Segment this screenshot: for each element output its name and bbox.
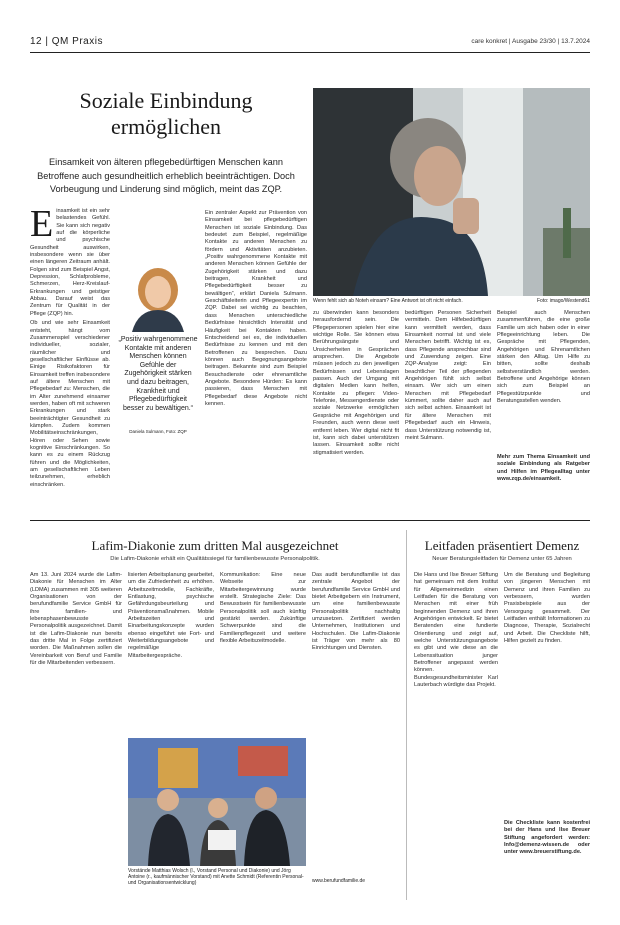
header-rule	[30, 52, 590, 53]
article-title: Soziale Einbindung ermöglichen	[79, 88, 253, 139]
article-column-4: bedürftigen Personen Sicherheit vermitteln. Dem Hilfebedürftigen kann vermittelt werden, dass Einsamkeit normal ist und viele Menschen betrifft. Wichtig ist es, dass Pflegende ansprechbar sind und Zuwendung zeigen. Eine ZQP-Analyse zeigt: Ein beachtlicher Teil der pflegenden Angehörigen fühlt sich selbst einsam. Wer sich um einen Menschen mit Pflegebedarf kümmert, sollte daher auch auf sich selbst achten. Einsamkeit ist für ältere Menschen mit Pflegebedarf auch ein Hinweis, dass Unterstützung notwendig ist, meint Sulmann.	[405, 310, 491, 441]
demenz-column-1: Die Hans und Ilse Breuer Stiftung hat gemeinsam mit dem Institut für Allgemeinmedizin einen Leitfaden für die Beratung von Menschen mit einer früh beginnenden Demenz und ihren Angehörigen entwickelt. Er bietet Beratenden eine fundierte Orientierung und zeigt auf, welche Unterstützungsangebote es gibt und wie diese an die Lebenssituation junger Betroffener angepasst werden können. Bundesgesundheitsminister Karl Lauterbach würdigte das Projekt.	[414, 572, 498, 689]
column-1-paragraph: insamkeit ist ein sehr belastendes Gefühl. Sie kann sich negativ auf die körperliche und psychische Gesundheit auswirken, insbesondere wenn sie über einen längeren Zeitraum anhält. Folgen sind zum Beispiel Angst, Depression, Schlafprobleme, Schmerzen, Herz-Kreislauf-Erkrankungen und geistiger Abbau. Darauf weist das Zentrum für Qualität in der Pflege (ZQP) hin.	[30, 208, 110, 317]
article-column-1	[30, 208, 110, 508]
lafim-title: Lafim-Diakonie zum dritten Mal ausgezeichnet	[91, 538, 339, 553]
drop-cap: E	[30, 208, 54, 245]
lafim-column-1: Am 13. Juni 2024 wurde die Lafim-Diakonie für Menschen im Alter (LDMA) zusammen mit 305 weiteren Organisationen von der berufundfamilie Service GmbH für ihre familien- und lebensphasenbewusste Personalpolitik ausgezeichnet. Damit ist die Lafim-Diakonie nun bereits das dritte Mal in Folge zertifiziert worden. Die Maßnahmen sollen die Vereinbarkeit von Beruf und Familie für die Mitarbeitenden verbessern.	[30, 572, 122, 667]
lafim-column-4: Das audit berufundfamilie ist das zentrale Angebot der berufundfamilie Service GmbH und bietet Arbeitgebern ein Instrument, um eine familienbewusste Personalpolitik nachhaltig umzusetzen. Zertifiziert werden Unternehmen, Institutionen und Hochschulen. Die Lafim-Diakonie ist Träger von mehr als 80 Einrichtungen und Diensten.	[312, 572, 400, 652]
column-5-note: Mehr zum Thema Einsamkeit und soziale Einbindung als Ratgeber und Hilfen im Pflegealltag unter www.zqp.de/einsamkeit.	[497, 454, 590, 483]
photo-caption: Wenn fehlt sich ab Noteh einsam? Eine Antwort ist oft nicht einfach.	[313, 298, 463, 304]
article-column-3: zu überwinden kann besonders herausfordernd sein. Die Pflegepersonen spielen hier eine wichtige Rolle. Sie können etwa Berührungsängste und Unsicherheiten in Gesprächen ansprechen. Die Angebote müssen jedoch zu den jeweiligen Bedürfnissen und Lebenslagen passen. Auch der Umgang mit digitalen Medien kann helfen, Kontakte zu pflegen: Video-Telefonie, Messengerdienste oder soziale Netzwerke ermöglichen Gespräche mit Angehörigen und Freunden, auch wenn diese weit entfernt leben. Wer digital nicht fit ist, kann sich dabei unterstützen lassen. Einsamkeit sollte nicht stigmatisiert werden.	[313, 310, 399, 456]
lafim-photo	[128, 738, 306, 866]
issue-info: care konkret | Ausgabe 23/30 | 13.7.2024	[471, 38, 590, 45]
lafim-link[interactable]: www.berufundfamilie.de	[312, 878, 366, 884]
column-5-text: Beispiel auch Menschen zusammenführen, die eine große Familie um sich haben oder in einer Pflegeeinrichtung leben. Die Gespräche mit Pflegenden, Angehörigen und Ehrenamtlichen stärken den Alltag. Um Hilfe zu bitten, sollte deshalb selbstverständlich werden. Betroffene und Angehörige können sich zum Beispiel an Pflegestützpunkte und Beratungsstellen wenden.	[497, 310, 590, 405]
article-column-5	[497, 310, 590, 508]
section-divider	[406, 530, 407, 900]
demenz-title: Leitfaden präsentiert Demenz	[424, 538, 580, 553]
section-rule	[30, 520, 590, 521]
lafim-photo-caption: Vorstände Matthias Wolsch (l., Vorstand Personal und Diakonie) und Jörg Antoine (r., kaufmännischer Vorstand) mit Anette Schmidt (Referentin Personal- und Organisationsentwicklung)	[128, 868, 304, 886]
lafim-subtitle: Die Lafim-Diakonie erhält ein Qualitätssiegel für familienbewusste Personalpolitik.	[110, 556, 320, 562]
article-column-2: Ein zentraler Aspekt zur Prävention von Einsamkeit bei pflegebedürftigen Menschen ist soziale Einbindung. Das bedeutet zum Beispiel, regelmäßige Kontakte zu anderen Menschen zu fördern und Aktivitäten anzubieten. „Positiv wahrgenommene Kontakte mit anderen Menschen können Gefühle der Zugehörigkeit stärken und dazu beitragen, Krankheit und Pflegebedürftigkeit besser zu bewältigen“, erklärt Daniela Sulmann. Geschäftsleiterin und Pflegeexpertin im ZQP. Dabei sei wichtig zu beachten, dass Menschen unterschiedliche Bedürfnisse hinsichtlich Intensität und Häufigkeit bei Kontakten haben. Entscheidend sei es, die individuellen Bedürfnisse zu kennen und mit den Betroffenen zu besprechen. Dazu können auch Begegnungsangebote beitragen. Bekannte sind zum Beispiel Besuchsdienste oder ehrenamtliche Angebote. Besondere Hürden: Es kann passieren, dass Menschen mit Pflegebedarf diese Angebote nicht kennen.	[205, 210, 307, 407]
lafim-column-3: Kommunikation: Eine neue Webseite zur Mitarbeitergewinnung wurde erstellt. Strategische Ziele: Das Bewusstsein für familienbewusste Personalpolitik soll auch künftig gestärkt werden. Zukünftige Schwerpunkte sind die Familienpflegezeit und weitere flexible Arbeitszeitmodelle.	[220, 572, 306, 645]
article-lead: Einsamkeit von älteren pflegebedürftigen Menschen kann Betroffene auch gesundheitlich erheblich beeinträchtigen. Doch Vorbeugung und Linderung sind möglich, meint das ZQP.	[37, 157, 295, 194]
article-photo	[313, 88, 590, 296]
page-label: 12 | QM Praxis	[30, 36, 103, 47]
column-1-paragraph-2: Ob und wie sehr Einsamkeit entsteht, hängt vom Zusammenspiel verschiedener individueller, sozialer, räumlicher und gesellschaftlicher Einflüsse ab. Einige Risikofaktoren für Einsamkeit treffen insbesondere auf ältere Menschen mit Pflegebedarf zu: Menschen, die im Alter zunehmend einsamer werden, haben oft mit schweren Erkrankungen und stark beeinträchtigter Gesundheit zu kämpfen. Zudem kommen Mobilitätseinschränkungen, Hören oder Sehen sowie kognitive Einschränkungen. So kann es zu einem Rückzug führen und die Möglichkeiten, am gesellschaftlichen Leben teilzunehmen, erheblich einschränken.	[30, 320, 110, 488]
portrait-photo	[118, 262, 198, 332]
pull-quote: „Positiv wahrgenommene Kontakte mit anderen Menschen können Gefühle der Zugehörigkeit stärken und dazu beitragen, Krankheit und Pflegebedürftigkeit besser zu bewältigen.“	[118, 336, 198, 412]
lafim-column-2: lisierten Arbeitsplanung gearbeitet, um die Zufriedenheit zu erhöhen. Arbeitszeitmodelle, Fachkräfte, Entlastung, psychische Gefährdungsbeurteilung und Präventionsmaßnahmen. Mobile Arbeitszeiten und Einarbeitungskonzepte wurden ebenso eingeführt wie Fort- und Weiterbildungsangebote und regelmäßige Mitarbeitergespräche.	[128, 572, 214, 659]
photo-credit: Foto: imago/Westend61	[537, 298, 590, 304]
demenz-column-2: Um die Beratung und Begleitung von jüngeren Menschen mit Demenz und ihren Familien zu verbessern, wurden Praxisbeispiele aus der Versorgung gesammelt. Der Leitfaden enthält Informationen zu Diagnose, Therapie, Sozialrecht und Arbeit. Die Checkliste hilft, Hilfen gezielt zu finden.	[504, 572, 590, 645]
demenz-note: Die Checkliste kann kostenfrei bei der Hans und Ilse Breuer Stiftung angefordert werden: Info@demenz-wissen.de oder unter www.breuerstiftung.de.	[504, 820, 590, 856]
demenz-subtitle: Neuer Beratungsleitfaden für Demenz unter 65 Jahren	[432, 556, 572, 562]
quote-source: Daniela Sulmann, Foto: ZQP	[129, 429, 187, 434]
